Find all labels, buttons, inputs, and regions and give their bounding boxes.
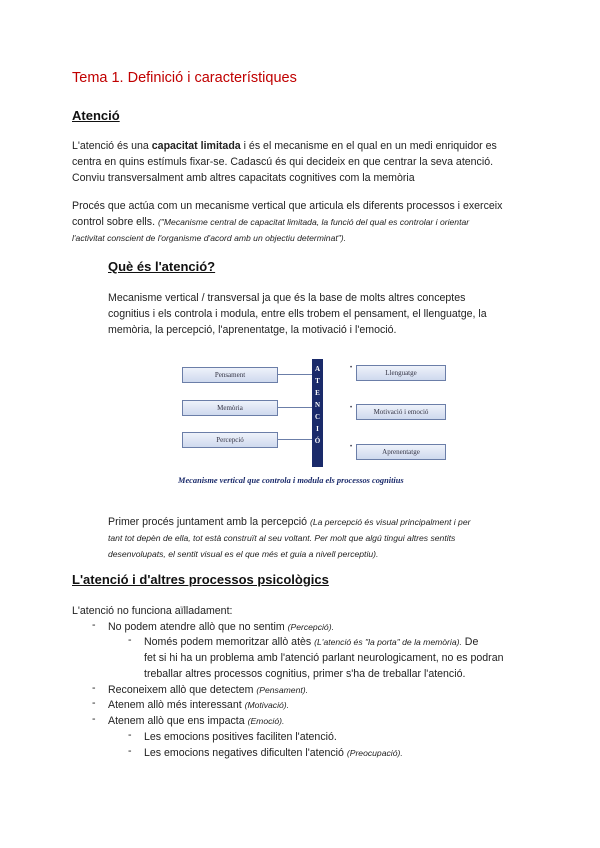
bar-letter: C (314, 413, 321, 421)
subsection-heading: Què és l'atenció? (108, 259, 216, 274)
section-heading-processes: L'atenció i d'altres processos psicològics (72, 572, 329, 587)
text: Atenem allò que ens impacta (108, 715, 248, 727)
text-line: memòria, la percepció, l'aprenentatge, la motivació i l'emoció. (108, 324, 397, 336)
bar-letter: Ó (314, 437, 321, 445)
bullet-dot: • (350, 365, 353, 371)
text: L'atenció és una (72, 140, 152, 152)
page-title: Tema 1. Definició i característiques (72, 70, 297, 86)
text-line: Conviu transversalment amb altres capacitats cognitives com la memòria (72, 172, 415, 184)
box-percepcio: Percepció (182, 432, 278, 448)
note-text: (Emoció). (247, 716, 285, 726)
list-item (108, 682, 308, 698)
diagram-caption: Mecanisme vertical que controla i modula els processos cognitius (178, 476, 404, 485)
text-line: Mecanisme vertical / transversal ja que és la base de molts altres conceptes (108, 292, 466, 304)
text: control sobre ells. (72, 216, 158, 228)
bullet-dot: • (350, 444, 353, 450)
note-text: (Motivació). (244, 700, 290, 710)
note-text: (Percepció). (287, 622, 334, 632)
list-item-continuation: fet si hi ha un problema amb l'atenció parlant neurologicament, no es podran (144, 652, 504, 664)
bar-letter: I (316, 425, 319, 433)
bar-letter: A (314, 365, 321, 373)
intro-text: L'atenció no funciona aïlladament: (72, 605, 233, 617)
connector (277, 407, 312, 408)
text: Primer procés juntament amb la percepció (108, 516, 310, 528)
paragraph-what-is (108, 290, 528, 338)
dash: - (92, 619, 96, 631)
connector (277, 374, 312, 375)
bullet-dot: • (350, 405, 353, 411)
paragraph-definition (72, 138, 532, 186)
box-motivacio-emocio: Motivació i emoció (356, 404, 446, 420)
text-line: centra en quins estímuls fixar-se. Cadascú és qui decideix en que centrar la seva atenció. (72, 156, 494, 168)
text: Les emocions negatives dificulten l'atenció (144, 747, 347, 759)
bar-letter: E (315, 389, 320, 397)
dash: - (128, 634, 132, 646)
list-item-continuation: treballar altres processos cognitius, primer s'ha de treballar l'atenció. (144, 668, 466, 680)
list-item (108, 619, 334, 635)
text: Reconeixem allò que detectem (108, 684, 257, 696)
note-text: ("Mecanisme central de capacitat limitada, la funció del qual es controlar i orientar (157, 217, 470, 227)
dash: - (128, 729, 132, 741)
note-text: tant tot depèn de ella, tot està construït al seu voltant. Per molt que algú tingui altres sentits (108, 533, 456, 543)
note-text: (L'atenció és "la porta" de la memòria). (314, 637, 462, 647)
bold-text: capacitat limitada (151, 140, 241, 152)
box-llenguatge: Llenguatge (356, 365, 446, 381)
box-memoria: Memòria (182, 400, 278, 416)
list-item: Les emocions positives faciliten l'atenció. (144, 731, 337, 743)
text: Atenem allò més interessant (108, 699, 245, 711)
note-text: desenvolupats, el sentit visual es el que més et guia a nivell perceptiu). (108, 549, 379, 559)
text-line: cognitius i els controla i modula, entre ells trobem el pensament, el llenguatge, la (108, 308, 487, 320)
dash: - (92, 682, 96, 694)
paragraph-process (72, 198, 532, 246)
attention-vertical-bar (312, 359, 323, 467)
list-item (108, 713, 284, 729)
dash: - (128, 745, 132, 757)
note-text: (La percepció és visual principalment i per (309, 517, 471, 527)
list-item (144, 745, 403, 761)
note-text: (Pensament). (256, 685, 308, 695)
list-item (108, 697, 289, 713)
text: No podem atendre allò que no sentim (108, 621, 288, 633)
dash: - (92, 713, 96, 725)
note-text: (Preocupació). (346, 748, 403, 758)
text: i és el mecanisme en el qual en un medi enriquidor es (240, 140, 497, 152)
box-pensament: Pensament (182, 367, 278, 383)
text: Només podem memoritzar allò atès (144, 636, 315, 648)
bar-letter: N (314, 401, 321, 409)
connector (277, 439, 312, 440)
box-aprenentatge: Aprenentatge (356, 444, 446, 460)
text: De (461, 636, 479, 648)
bar-letter: T (315, 377, 320, 385)
paragraph-perception (108, 514, 548, 562)
list-item (144, 634, 478, 650)
dash: - (92, 697, 96, 709)
text-line: Procés que actúa com un mecanisme vertical que articula els diferents processos i exerceix (72, 200, 503, 212)
section-heading-atencio: Atenció (72, 108, 120, 123)
note-text: l'activitat conscient de l'organisme d'acord amb un objectiu determinat"). (72, 233, 347, 243)
